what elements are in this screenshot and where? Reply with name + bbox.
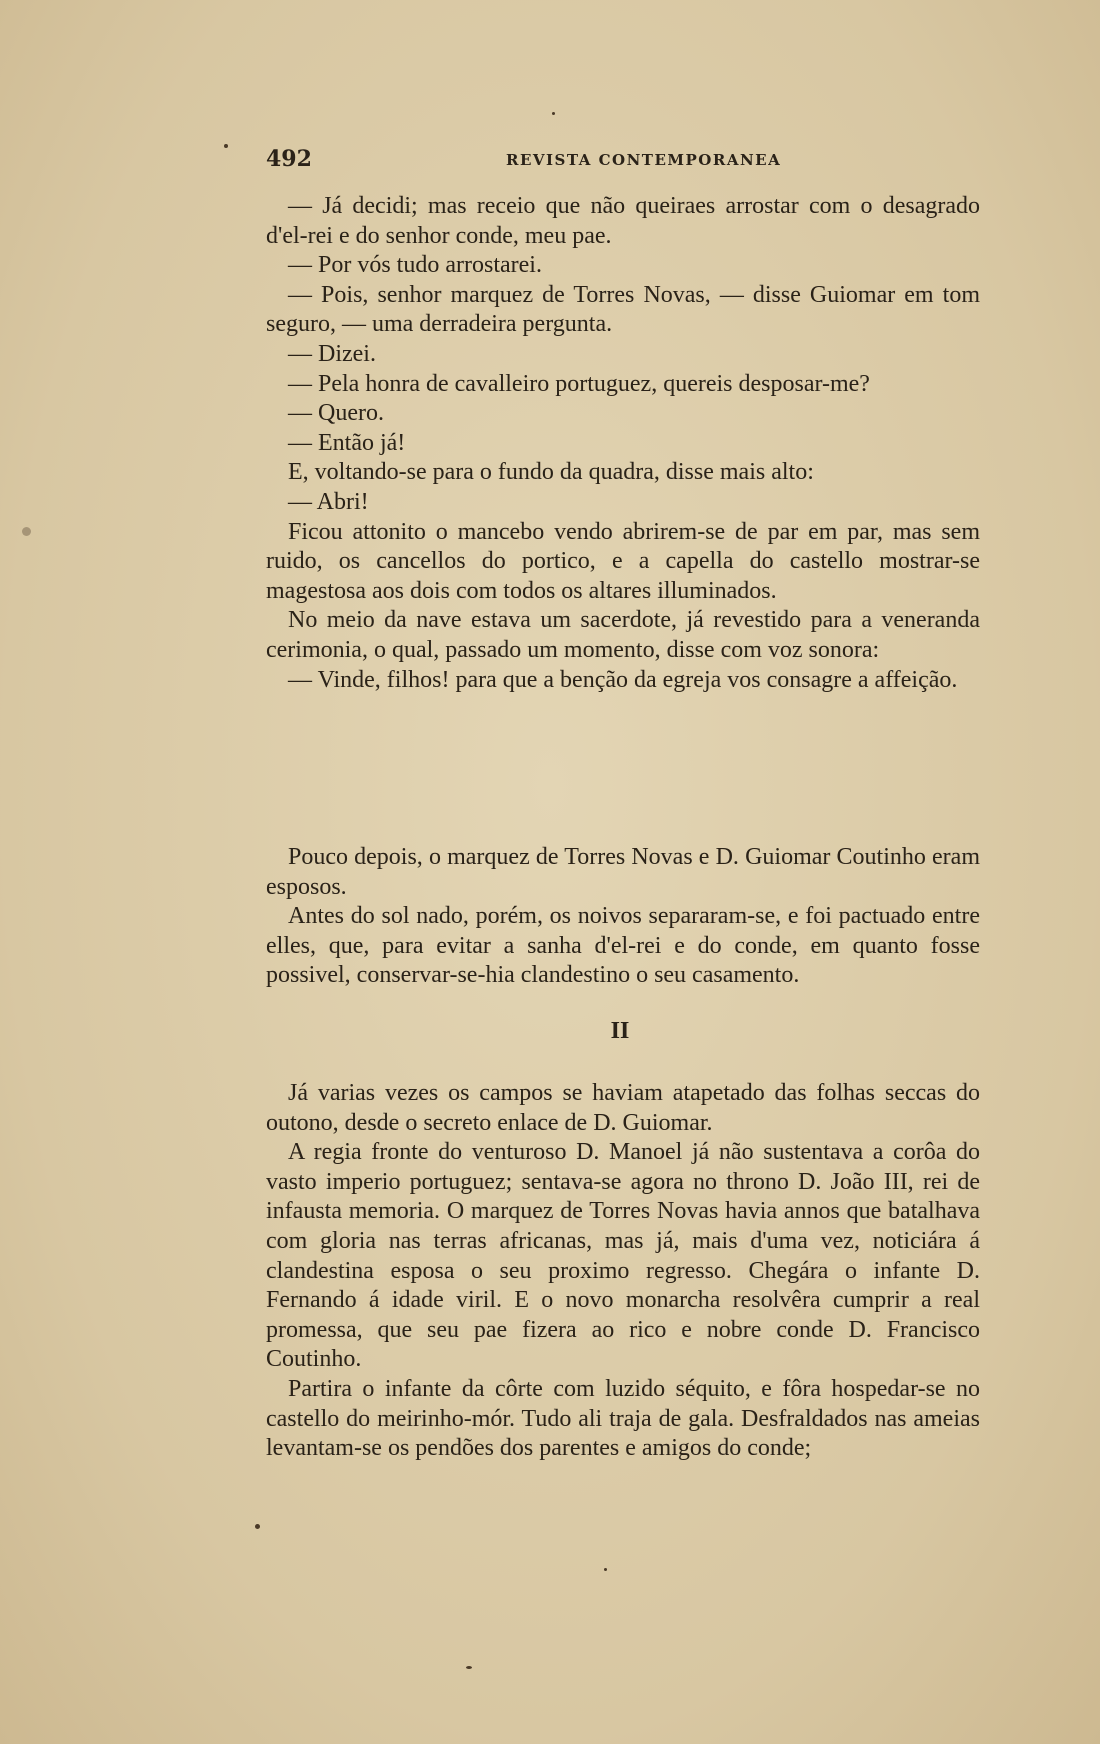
marriage-section [266, 843, 980, 991]
chapter-two-section [266, 1079, 980, 1464]
paragraph: No meio da nave estava um sacerdote, já revestido para a veneranda cerimonia, o qual, passado um momento, disse com voz sonora: [266, 607, 980, 663]
dialogue-section [266, 192, 980, 695]
paragraph: — Dizei. [288, 340, 376, 367]
paragraph: Pouco depois, o marquez de Torres Novas e D. Guiomar Coutinho eram esposos. [266, 844, 980, 900]
running-title: REVISTA CONTEMPORANEA [506, 151, 782, 169]
paragraph: — Pela honra de cavalleiro portuguez, quereis desposar-me? [288, 370, 870, 397]
paragraph: — Então já! [288, 429, 406, 456]
paper-speck [22, 527, 31, 536]
paragraph: — Vinde, filhos! para que a benção da egreja vos consagre a affeição. [288, 666, 958, 693]
paragraph: — Quero. [288, 400, 384, 427]
paragraph: — Já decidi; mas receio que não queiraes arrostar com o desagrado d'el-rei e do senhor conde, meu pae. [266, 193, 980, 249]
paper-speck [224, 144, 228, 148]
paragraph: Antes do sol nado, porém, os noivos separaram-se, e foi pactuado entre elles, que, para evitar a sanha d'el-rei e do conde, em quanto fosse possivel, conservar-se-hia clandestino o seu casamento. [266, 903, 980, 989]
section-heading: II [610, 1018, 630, 1044]
paragraph: — Abri! [288, 488, 369, 515]
page-number: 492 [266, 146, 312, 172]
paragraph: A regia fronte do venturoso D. Manoel já não sustentava a corôa do vasto imperio portuguez; sentava-se agora no throno D. João III, rei de infausta memoria. O marquez de Torres Novas havia annos que batalhava com gloria nas terras africanas, mas já, mais d'uma vez, noticiára á clandestina esposa o seu proximo regresso. Chegára o infante D. Fernando á idade viril. E o novo monarcha resolvêra cumprir a real promessa, que seu pae fizera ao rico e nobre conde D. Francisco Coutinho. [266, 1139, 980, 1373]
paragraph: — Pois, senhor marquez de Torres Novas, — disse Guiomar em tom seguro, — uma derradeira pergunta. [266, 281, 980, 338]
paragraph: Partira o infante da côrte com luzido séquito, e fôra hospedar-se no castello do meirinho-mór. Tudo ali traja de gala. Desfraldados nas ameias levantam-se os pendões dos parentes e amigos do conde; [266, 1375, 980, 1462]
paper-speck [604, 1568, 607, 1571]
paragraph: — Por vós tudo arrostarei. [288, 252, 542, 279]
page-header [266, 146, 980, 176]
paragraph: Ficou attonito o mancebo vendo abrirem-se de par em par, mas sem ruido, os cancellos do portico, e a capella do castello mostrar-se magestosa aos dois com todos os altares illuminados. [266, 518, 980, 604]
paper-speck [466, 1666, 472, 1669]
paragraph: E, voltando-se para o fundo da quadra, disse mais alto: [288, 459, 814, 486]
paper-speck [552, 112, 555, 115]
paper-speck [255, 1524, 260, 1529]
paragraph: Já varias vezes os campos se haviam atapetado das folhas seccas do outono, desde o secreto enlace de D. Guiomar. [266, 1080, 980, 1136]
